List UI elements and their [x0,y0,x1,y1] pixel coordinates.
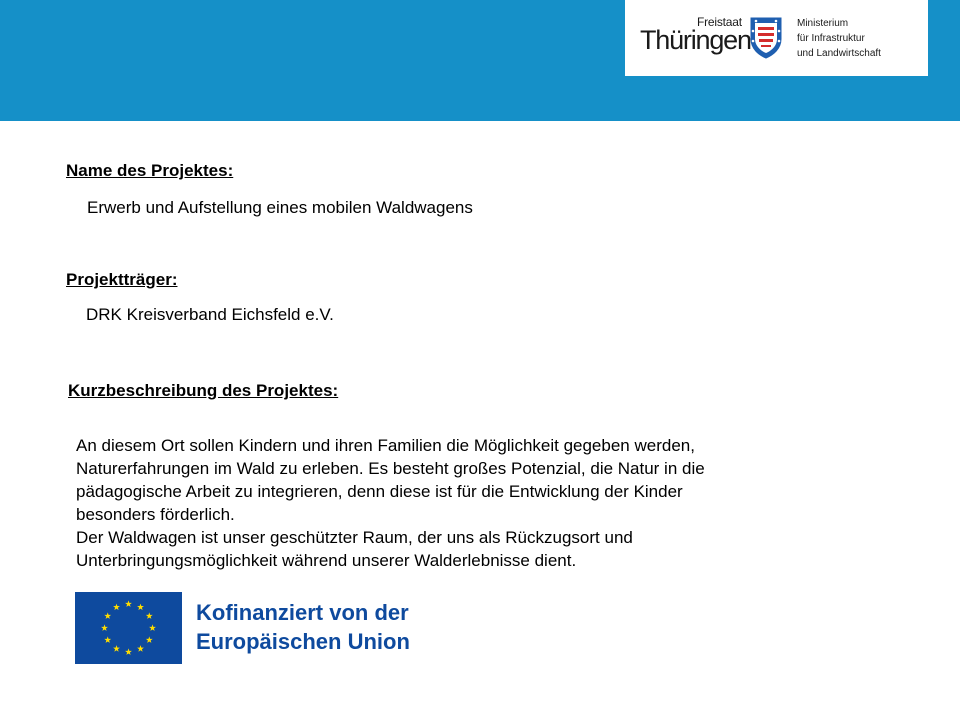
eu-text-line: Kofinanziert von der [196,600,409,625]
logo-freistaat-text: Freistaat [697,15,742,29]
logo-state-text: Thüringen [640,25,751,55]
logo-ministry-text [797,16,881,61]
eu-flag-icon [75,592,182,664]
project-description [76,434,816,572]
project-sponsor-value: DRK Kreisverband Eichsfeld e.V. [86,305,334,324]
description-line: besonders förderlich. [76,505,235,524]
description-line: An diesem Ort sollen Kindern und ihren Familien die Möglichkeit gegeben werden, [76,436,695,455]
description-line: Unterbringungsmöglichkeit während unserer Walderlebnisse dient. [76,551,577,570]
ministry-line: und Landwirtschaft [797,48,881,59]
project-sponsor-heading: Projektträger: [66,270,178,289]
project-name-value: Erwerb und Aufstellung eines mobilen Waldwagens [87,198,473,217]
eu-cofunding-text [196,598,410,656]
project-description-heading: Kurzbeschreibung des Projektes: [68,381,339,400]
ministry-line: für Infrastruktur [797,33,865,44]
project-name-heading: Name des Projektes: [66,161,234,180]
description-line: pädagogische Arbeit zu integrieren, denn diese ist für die Entwicklung der Kinder [76,482,683,501]
eu-text-line: Europäischen Union [196,629,410,654]
coat-of-arms-icon [748,15,784,59]
description-line: Der Waldwagen ist unser geschützter Raum, der uns als Rückzugsort und [76,528,633,547]
description-line: Naturerfahrungen im Wald zu erleben. Es besteht großes Potenzial, die Natur in die [76,459,705,478]
ministry-line: Ministerium [797,18,849,29]
